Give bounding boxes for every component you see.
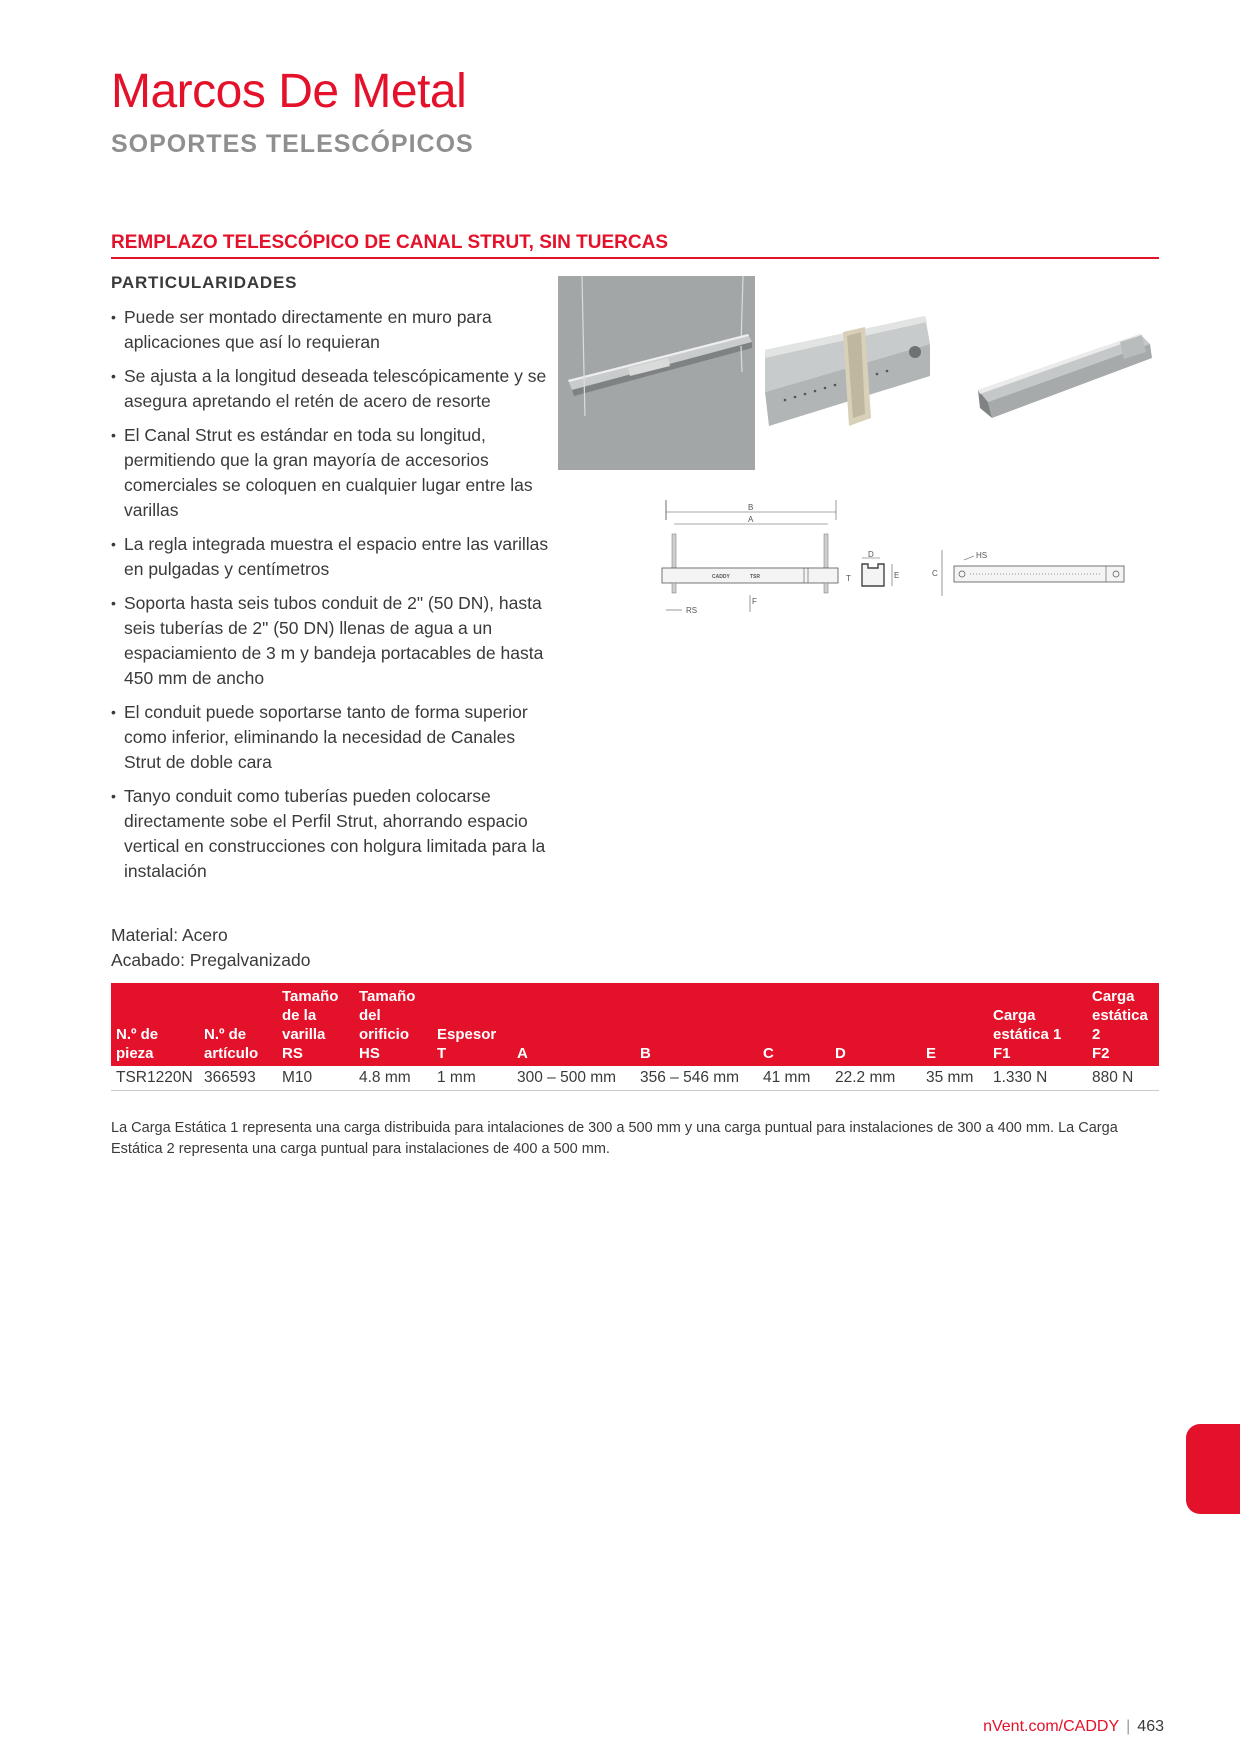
spec-table — [111, 983, 1159, 1091]
cell-b: 356 – 546 mm — [635, 1066, 758, 1091]
header-d: D — [830, 983, 921, 1066]
header-c: C — [758, 983, 830, 1066]
cell-rod-size: M10 — [277, 1066, 354, 1091]
dim-label-rs: RS — [686, 606, 698, 615]
cell-thickness: 1 mm — [432, 1066, 512, 1091]
cell-a: 300 – 500 mm — [512, 1066, 635, 1091]
header-thickness: Espesor T — [432, 983, 512, 1066]
dimension-drawing-section — [842, 548, 904, 598]
drawing-model: TSR — [750, 574, 760, 580]
feature-item: • El Canal Strut es estándar en toda su longitud, permitiendo que la gran mayoría de accesorios comerciales se coloquen en cualquier lugar entre las varillas — [111, 423, 551, 523]
cell-c: 41 mm — [758, 1066, 830, 1091]
footer-link[interactable]: nVent.com/CADDY — [983, 1718, 1120, 1735]
page-title: Marcos De Metal — [111, 65, 467, 118]
feature-item: • El conduit puede soportarse tanto de forma superior como inferior, eliminando la necesidad de Canales Strut de doble cara — [111, 700, 551, 775]
footer-separator: | — [1126, 1718, 1131, 1735]
header-part-number: N.º de pieza — [111, 983, 199, 1066]
material-spec — [111, 923, 310, 973]
header-hole-size: Tamaño del orificio HS — [354, 983, 432, 1066]
product-photo-channel — [970, 328, 1155, 428]
drawing-brand: CADDY — [712, 574, 730, 580]
header-a: A — [512, 983, 635, 1066]
dim-label-f: F — [752, 597, 757, 606]
header-rod-size: Tamaño de la varilla RS — [277, 983, 354, 1066]
dim-label-t: T — [846, 574, 851, 583]
dim-label-c: C — [932, 569, 938, 578]
header-article-number: N.º de artículo — [199, 983, 277, 1066]
dim-label-b: B — [748, 503, 754, 512]
header-b: B — [635, 983, 758, 1066]
cell-hole-size: 4.8 mm — [354, 1066, 432, 1091]
dim-label-hs: HS — [976, 551, 988, 560]
feature-item: • Se ajusta a la longitud deseada telescópicamente y se asegura apretando el retén de acero de resorte — [111, 364, 551, 414]
cell-static-load-2: 880 N — [1087, 1066, 1159, 1091]
dim-label-a: A — [748, 515, 754, 524]
section-tab-marker — [1186, 1424, 1240, 1514]
table-footnote: La Carga Estática 1 representa una carga distribuida para intalaciones de 300 a 500 mm y una carga puntual para instalaciones de 300 a 400 mm. La Carga Estática 2 representa una carga puntual para instalaciones de 400 a 500 mm. — [111, 1119, 1118, 1157]
dim-label-e: E — [894, 571, 900, 580]
table-row — [111, 1066, 1159, 1091]
finish-line: Acabado: Pregalvanizado — [111, 950, 311, 970]
feature-item: • Puede ser montado directamente en muro para aplicaciones que así lo requieran — [111, 305, 551, 355]
page-number: 463 — [1137, 1718, 1164, 1735]
feature-list — [111, 305, 551, 893]
header-static-load-2: Carga estática 2 F2 — [1087, 983, 1159, 1066]
cell-part-number: TSR1220N — [111, 1066, 199, 1091]
cell-d: 22.2 mm — [830, 1066, 921, 1091]
cell-static-load-1: 1.330 N — [988, 1066, 1087, 1091]
features-heading: PARTICULARIDADES — [111, 273, 298, 292]
product-photo-joint — [765, 314, 940, 439]
header-e: E — [921, 983, 988, 1066]
table-header-row — [111, 983, 1159, 1066]
feature-item: • Tanyo conduit como tuberías pueden colocarse directamente sobe el Perfil Strut, ahorrando espacio vertical en construcciones con holgura limitada para la instalación — [111, 784, 551, 884]
section-heading: REMPLAZO TELESCÓPICO DE CANAL STRUT, SIN TUERCAS — [111, 232, 1159, 259]
header-static-load-1: Carga estática 1 F1 — [988, 983, 1087, 1066]
dimension-drawing-top — [930, 546, 1130, 602]
cell-article-number: 366593 — [199, 1066, 277, 1091]
feature-item: • Soporta hasta seis tubos conduit de 2" (50 DN), hasta seis tuberías de 2" (50 DN) llenas de agua a un espaciamiento de 3 m y bandeja portacables de hasta 450 mm de ancho — [111, 591, 551, 691]
cell-e: 35 mm — [921, 1066, 988, 1091]
product-photo-installed — [558, 276, 755, 470]
material-line: Material: Acero — [111, 925, 228, 945]
page-subtitle: SOPORTES TELESCÓPICOS — [111, 130, 474, 158]
feature-item: • La regla integrada muestra el espacio entre las varillas en pulgadas y centímetros — [111, 532, 551, 582]
dimension-drawing-front — [660, 500, 840, 625]
page-footer — [983, 1718, 1164, 1736]
dim-label-d: D — [868, 550, 874, 559]
